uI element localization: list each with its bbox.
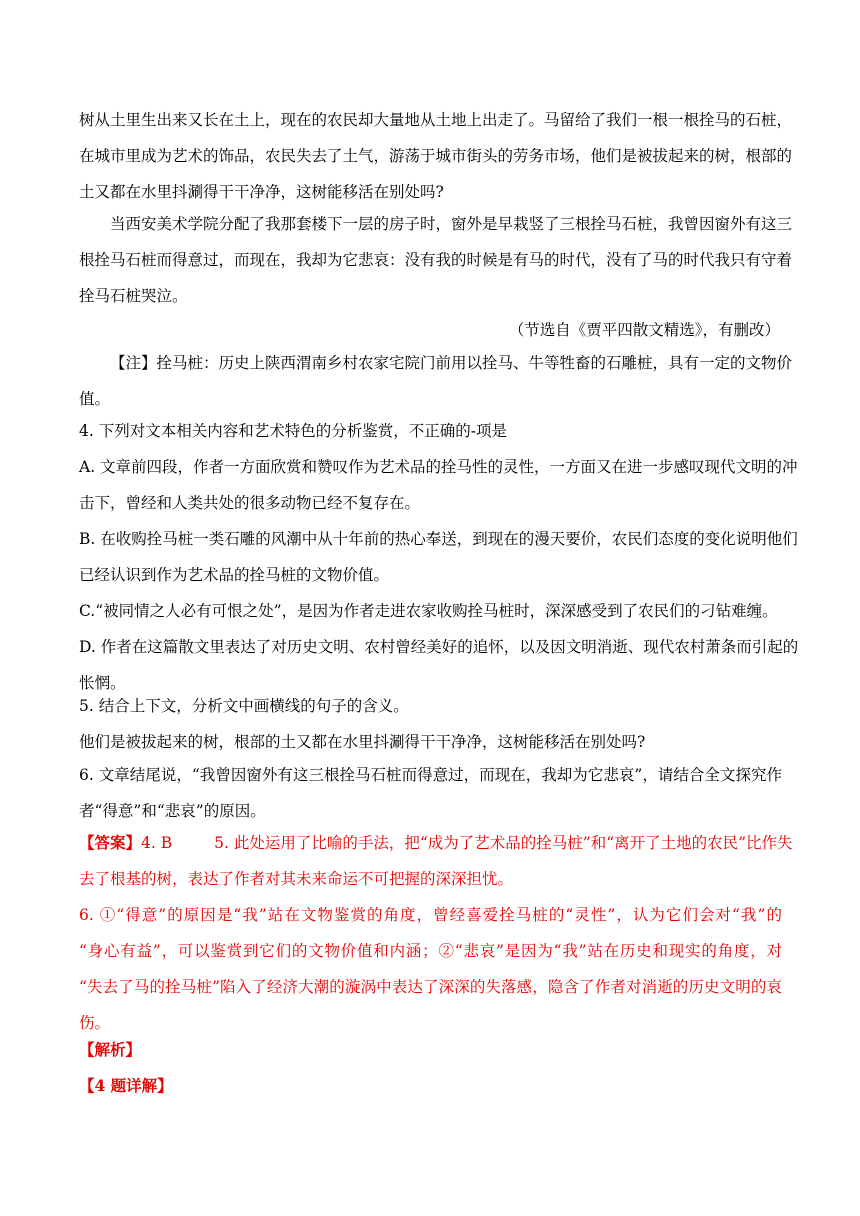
option-d-cont: 怅惘。: [79, 674, 126, 692]
answer-6-cont: 伤。: [79, 1014, 111, 1032]
option-b: B. 在收购拴马桩一类石雕的风潮中从十年前的热心奉送，到现在的漫天要价，农民们态度的变化说明他们: [79, 530, 798, 548]
text-line: 土又都在水里抖涮得干干净净，这树能移活在别处吗?: [79, 183, 444, 201]
answer-5-cont: 去了根基的树，表达了作者对其未来命运不可把握的深深担忧。: [79, 870, 514, 888]
analysis-section: [79, 1032, 782, 1104]
question-quote: 他们是被拔起来的树，根部的土又都在水里抖涮得干干净净，这树能移活在别处吗?: [79, 733, 646, 751]
option-d: D. 作者在这篇散文里表达了对历史文明、农村曾经美好的追怀，以及因文明消逝、现代农村萧条而引起的: [79, 638, 799, 656]
text-line: 值。: [79, 390, 111, 408]
question-stem-cont: 者“得意”和“悲哀”的原因。: [79, 802, 266, 820]
option-c: C.“被同情之人必有可恨之处”，是因为作者走进农家收购拴马桩时，深深感受到了农民们的刁钻难缠。: [79, 602, 778, 620]
option-a-cont: 击下，曾经和人类共处的很多动物已经不复存在。: [79, 494, 421, 512]
question-4: [79, 413, 799, 701]
answer-tag: 【答案】: [79, 833, 142, 852]
option-b-cont: 已经认识到作为艺术品的拴马桩的文物价值。: [79, 566, 390, 584]
text-line: 当西安美术学院分配了我那套楼下一层的房子时，窗外是早栽竖了三根拴马石桩，我曾因窗外有这三: [110, 215, 793, 233]
text-line: 拴马石桩哭泣。: [79, 287, 188, 305]
passage-paragraph-2: [79, 206, 793, 314]
passage-paragraph-1: [79, 102, 793, 210]
answer-5: 5. 此处运用了比喻的手法，把“成为了艺术品的拴马桩”和“离开了土地的农民”比作失: [214, 834, 793, 852]
answer-6-cont: “失去了马的拴马桩”陷入了经济大潮的漩涡中表达了深深的失落感，隐含了作者对消逝的历史文明的哀: [79, 978, 782, 996]
answer-4: 4. B: [141, 834, 173, 852]
option-a: A. 文章前四段，作者一方面欣赏和赞叹作为艺术品的拴马性的灵性，一方面又在进一步感叹现代文明的冲: [79, 458, 798, 476]
text-line: 树从土里生出来又长在土上，现在的农民却大量地从土地上出走了。马留给了我们一根一根拴马的石桩，: [79, 111, 793, 129]
answer-6: 6. ①“得意”的原因是“我”站在文物鉴赏的角度，曾经喜爱拴马桩的“灵性”，认为它们会对“我”的: [79, 906, 782, 924]
note-paragraph: [79, 345, 793, 417]
detail-tag: 【4 题详解】: [79, 1076, 173, 1095]
answer-section: [79, 825, 793, 1041]
question-stem: 5. 结合上下文，分析文中画横线的句子的含义。: [79, 697, 409, 715]
question-stem: 6. 文章结尾说，“我曾因窗外有这三根拴马石桩而得意过，而现在，我却为它悲哀”，请结合全文探究作: [79, 766, 782, 784]
text-line: 【注】拴马桩：历史上陕西渭南乡村农家宅院门前用以拴马、牛等牲畜的石雕桩，具有一定的文物价: [110, 354, 793, 372]
answer-line: [79, 825, 793, 861]
question-6: [79, 757, 782, 829]
source-attribution: （节选自《贾平四散文精选》，有删改）: [508, 321, 780, 339]
answer-6-cont: “身心有益”，可以鉴赏到它们的文物价值和内涵；②“悲哀”是因为“我”站在历史和现实的角度，对: [79, 942, 782, 960]
analysis-tag: 【解析】: [79, 1040, 142, 1059]
question-5: [79, 688, 782, 760]
question-stem: 4. 下列对文本相关内容和艺术特色的分析鉴赏，不正确的-项是: [79, 422, 507, 440]
text-line: 在城市里成为艺术的饰品，农民失去了土气，游荡于城市街头的劳务市场，他们是被拔起来的树，根部的: [79, 147, 793, 165]
text-line: 根拴马石桩而得意过，而现在，我却为它悲哀：没有我的时候是有马的时代，没有了马的时代我只有守着: [79, 251, 793, 269]
